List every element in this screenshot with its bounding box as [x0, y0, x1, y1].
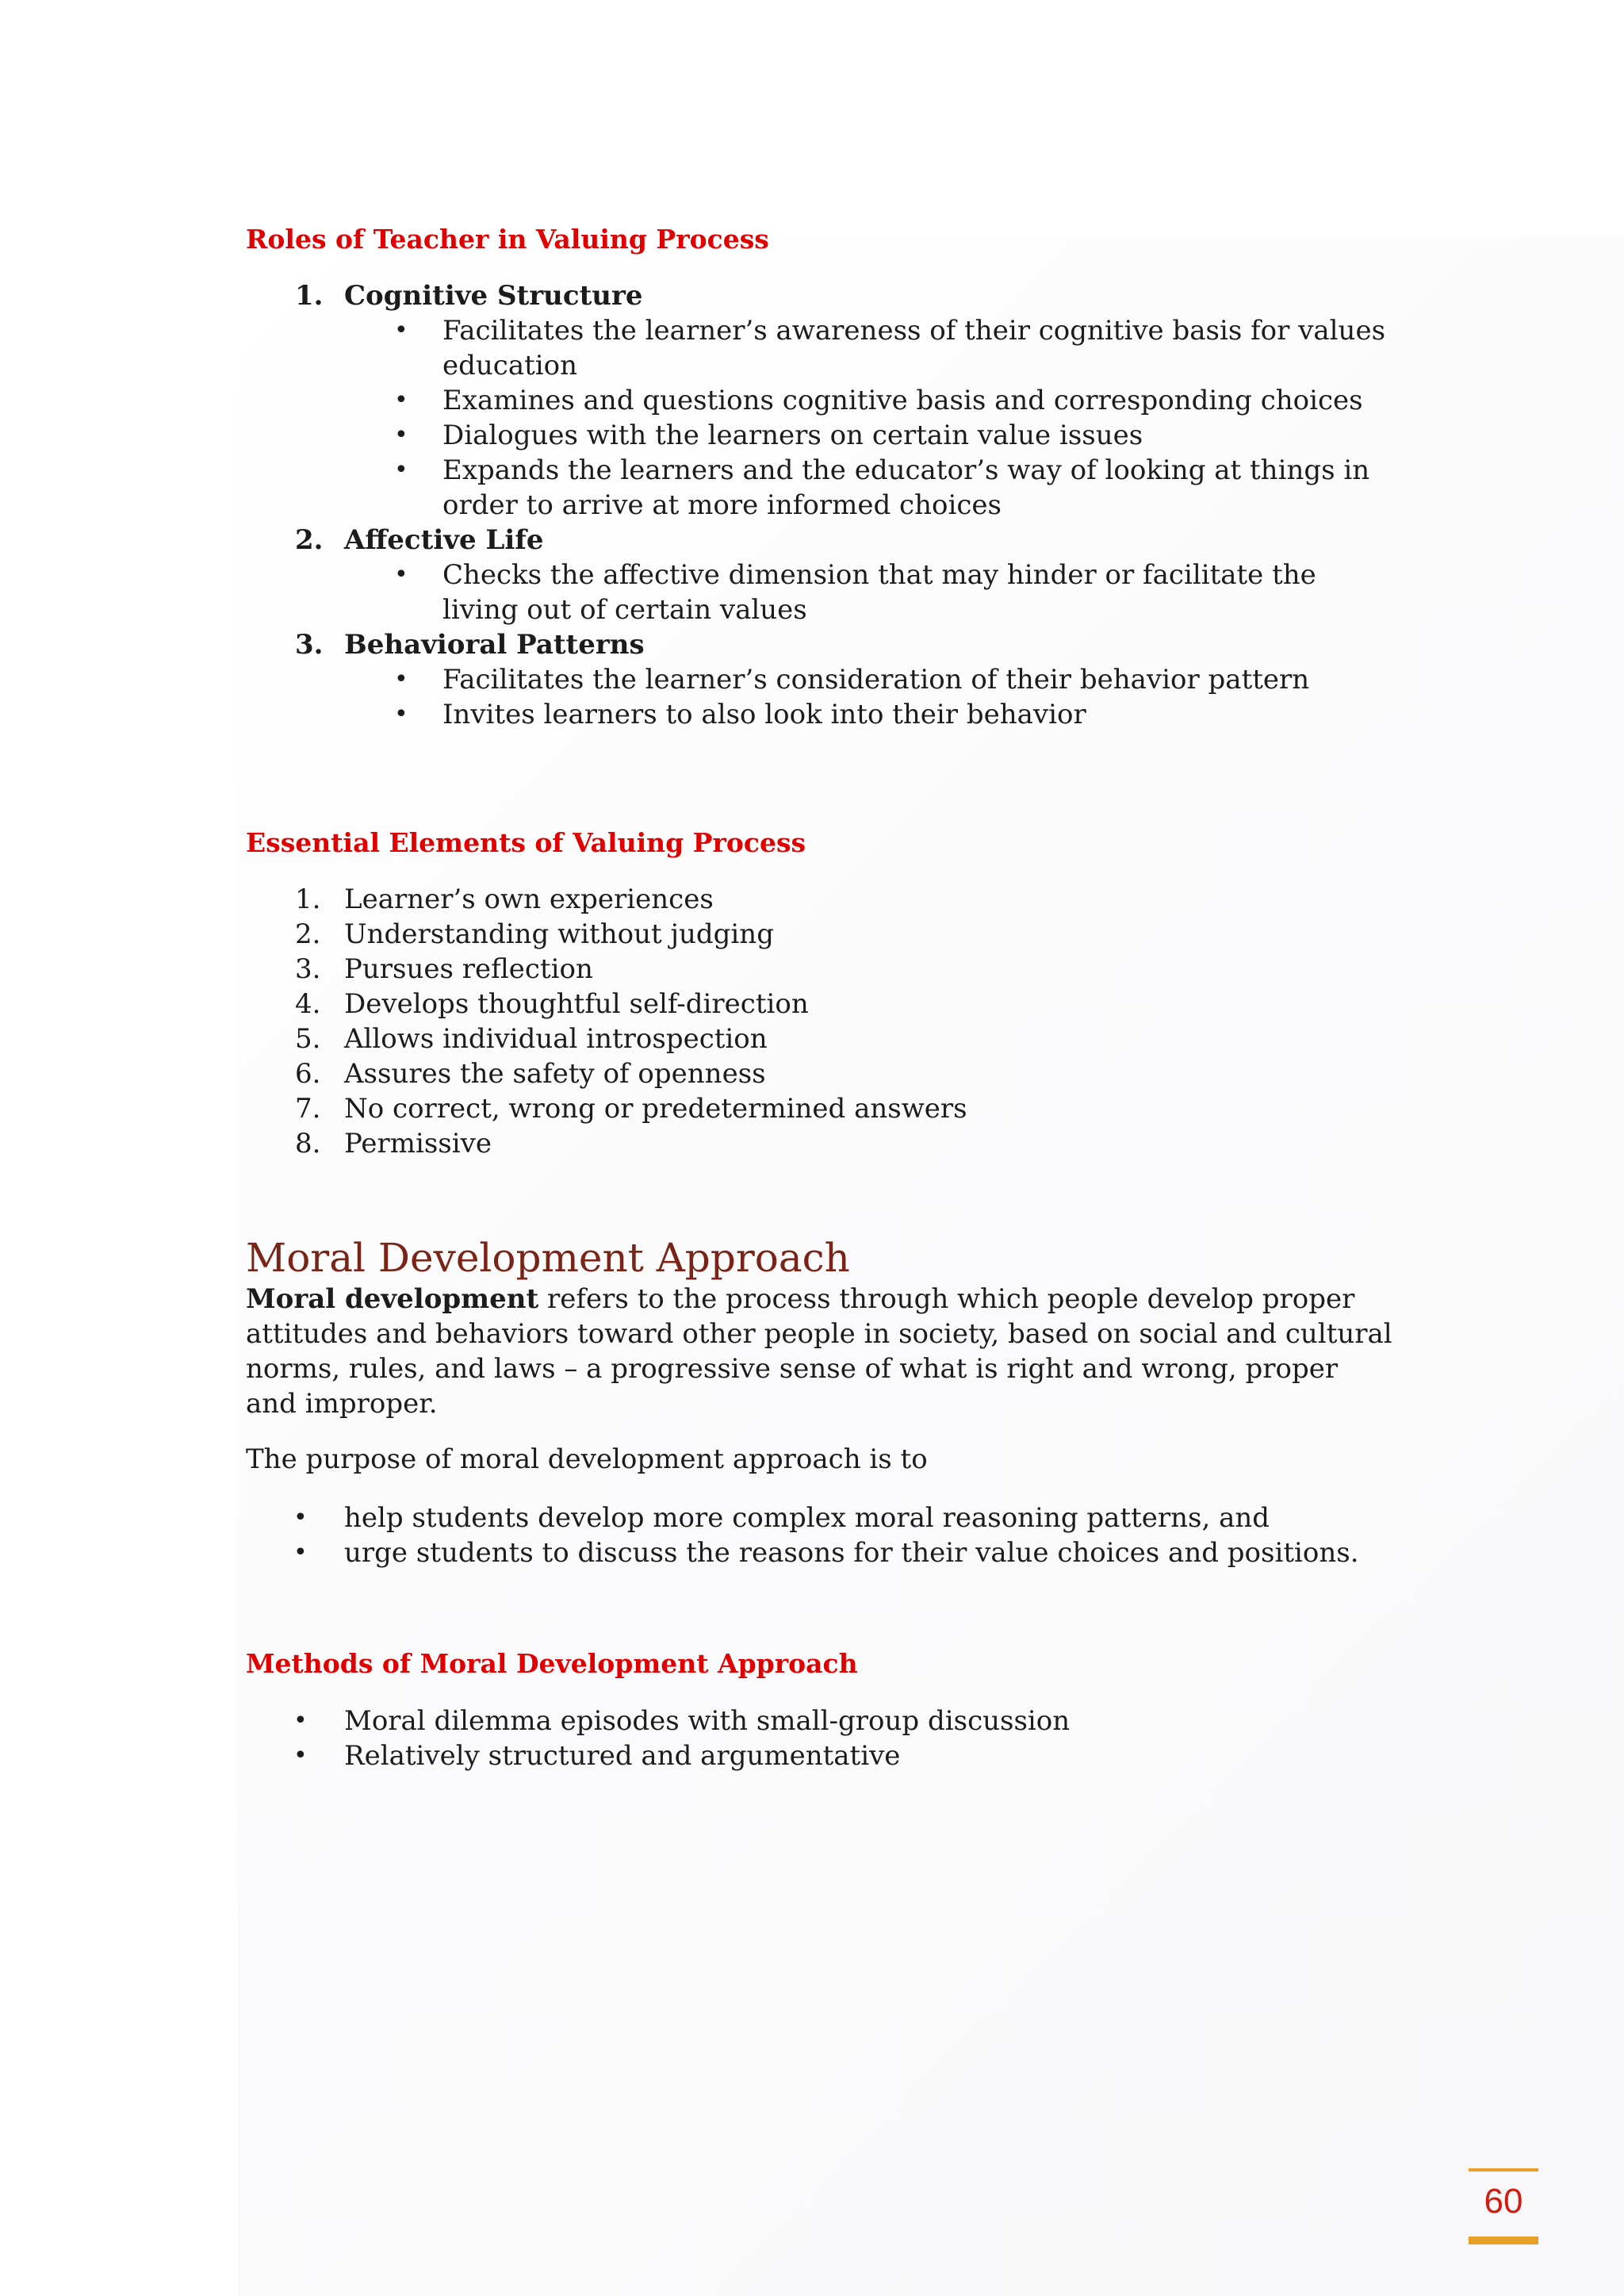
list-item: 6. Assures the safety of openness [295, 1058, 766, 1090]
purpose-bullets [246, 1501, 1396, 1570]
list-item: 3. Pursues reflection [295, 953, 593, 985]
methods-bullets [246, 1704, 1396, 1773]
list-item: • Checks the affective dimension that may hinder or facilitate the living out of certain values [394, 559, 1316, 626]
page-number: 60 [1484, 2182, 1523, 2221]
bullet-icon: • [394, 386, 408, 414]
purpose-intro: The purpose of moral development approach is to [246, 1443, 928, 1475]
page-content [246, 222, 1396, 1773]
definition-text: refers to the process through which people develop proper attitudes and behaviors toward other people in society, based on social and cultural norms, rules, and laws – a progressive sense of what is right and wrong, proper and improper. [246, 1283, 1392, 1420]
affective-bullets [246, 558, 1396, 627]
list-item: • Invites learners to also look into their behavior [394, 699, 1086, 730]
list-number: 8. [295, 1128, 321, 1159]
roles-list [246, 278, 1396, 313]
list-number: 7. [295, 1093, 321, 1125]
list-item: • Examines and questions cognitive basis and corresponding choices [394, 385, 1363, 416]
list-item: • help students develop more complex moral reasoning patterns, and [293, 1502, 1270, 1534]
list-item: • Facilitates the learner’s awareness of their cognitive basis for values education [394, 315, 1386, 381]
list-number: 3. [295, 953, 321, 985]
list-number: 3. [295, 629, 324, 661]
list-item: • Moral dilemma episodes with small-group discussion [293, 1705, 1071, 1737]
definition-term: Moral development [246, 1283, 539, 1315]
list-item: • Dialogues with the learners on certain value issues [394, 420, 1143, 451]
list-item: • Relatively structured and argumentative [293, 1740, 901, 1772]
bullet-icon: • [293, 1742, 308, 1769]
list-number: 2. [295, 524, 324, 556]
roles-item-title: Behavioral Patterns [344, 629, 645, 661]
bullet-icon: • [394, 561, 408, 588]
list-item: • urge students to discuss the reasons for their value choices and positions. [293, 1537, 1359, 1569]
roles-item-title: Cognitive Structure [344, 280, 643, 312]
elements-list [246, 882, 1396, 1161]
bullet-icon: • [394, 665, 408, 693]
list-item: • Expands the learners and the educator’s way of looking at things in order to arrive at more informed choices [394, 454, 1370, 521]
list-item: 2. Understanding without judging [295, 918, 774, 950]
list-item: 8. Permissive [295, 1128, 492, 1159]
roles-item-cognitive [246, 278, 1396, 313]
bullet-icon: • [293, 1504, 308, 1531]
list-item: 4. Develops thoughtful self-direction [295, 988, 809, 1020]
cognitive-bullets [246, 313, 1396, 523]
list-number: 1. [295, 280, 324, 312]
list-item: • Facilitates the learner’s consideration of their behavior pattern [394, 664, 1310, 696]
list-number: 2. [295, 918, 321, 950]
behavioral-bullets [246, 662, 1396, 732]
roles-list-3 [246, 627, 1396, 662]
bullet-icon: • [394, 316, 408, 344]
list-number: 1. [295, 884, 321, 915]
roles-heading: Roles of Teacher in Valuing Process [246, 224, 769, 255]
list-number: 6. [295, 1058, 321, 1090]
moral-development-title: Moral Development Approach [246, 1235, 850, 1281]
bullet-icon: • [394, 456, 408, 484]
moral-definition [246, 1282, 1396, 1421]
roles-item-behavioral [246, 627, 1396, 662]
list-number: 4. [295, 988, 321, 1020]
roles-item-title: Affective Life [344, 524, 544, 556]
elements-heading: Essential Elements of Valuing Process [246, 827, 806, 858]
methods-heading: Methods of Moral Development Approach [246, 1648, 858, 1679]
bullet-icon: • [293, 1539, 308, 1566]
roles-item-affective [246, 523, 1396, 558]
bullet-icon: • [394, 700, 408, 728]
list-item: 5. Allows individual introspection [295, 1023, 768, 1055]
list-item: 7. No correct, wrong or predetermined answers [295, 1093, 967, 1125]
bullet-icon: • [293, 1707, 308, 1734]
list-item: 1. Learner’s own experiences [295, 884, 714, 915]
page-number-box [1469, 2168, 1538, 2244]
bullet-icon: • [394, 421, 408, 449]
list-number: 5. [295, 1023, 321, 1055]
roles-list-2 [246, 523, 1396, 558]
